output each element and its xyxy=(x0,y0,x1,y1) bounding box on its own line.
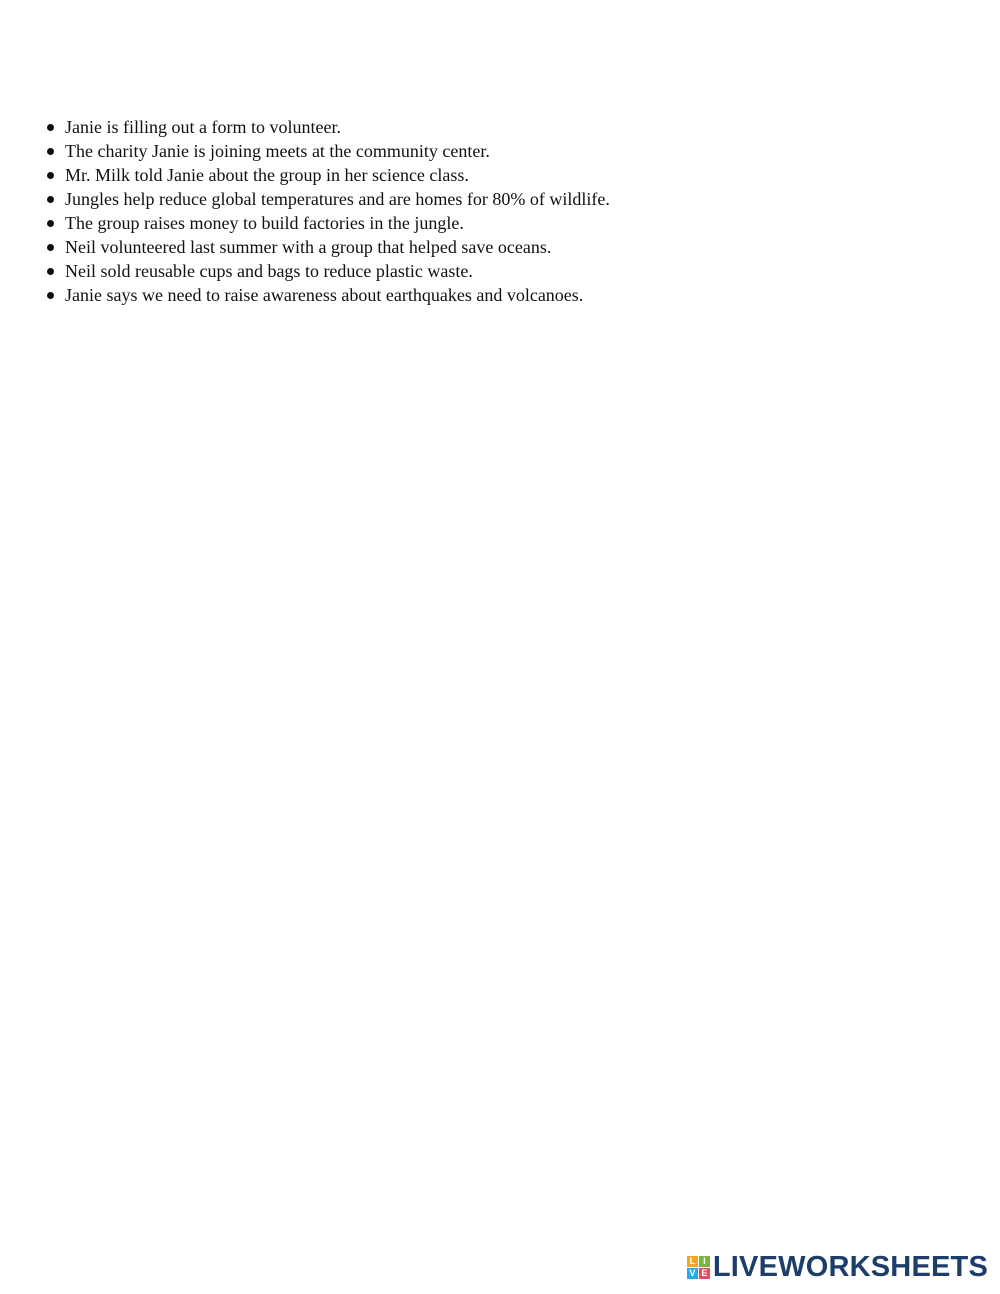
statement-text: Janie is filling out a form to volunteer. xyxy=(65,117,341,137)
liveworksheets-logo-icon xyxy=(687,1256,710,1279)
list-item xyxy=(44,163,610,187)
list-item xyxy=(44,235,610,259)
list-item xyxy=(44,115,610,139)
statement-text: Janie says we need to raise awareness about earthquakes and volcanoes. xyxy=(65,285,584,305)
statement-text: Neil sold reusable cups and bags to reduce plastic waste. xyxy=(65,261,473,281)
list-item xyxy=(44,259,610,283)
bullet-icon xyxy=(47,148,54,155)
statement-text: Mr. Milk told Janie about the group in her science class. xyxy=(65,165,469,185)
bullet-icon xyxy=(47,292,54,299)
logo-letter-i: I xyxy=(699,1256,710,1267)
list-item xyxy=(44,139,610,163)
list-item xyxy=(44,283,610,307)
list-item xyxy=(44,211,610,235)
statement-text: The charity Janie is joining meets at the community center. xyxy=(65,141,490,161)
bullet-icon xyxy=(47,124,54,131)
logo-letter-v: V xyxy=(687,1268,698,1279)
bullet-icon xyxy=(47,220,54,227)
statement-text: Jungles help reduce global temperatures and are homes for 80% of wildlife. xyxy=(65,189,610,209)
logo-letter-e: E xyxy=(699,1268,710,1279)
bullet-icon xyxy=(47,268,54,275)
statement-text: Neil volunteered last summer with a group that helped save oceans. xyxy=(65,237,552,257)
brand-name: LIVEWORKSHEETS xyxy=(712,1251,988,1283)
statement-list xyxy=(44,115,610,307)
list-item xyxy=(44,187,610,211)
bullet-icon xyxy=(47,172,54,179)
liveworksheets-brand xyxy=(687,1253,988,1282)
statement-text: The group raises money to build factories in the jungle. xyxy=(65,213,464,233)
bullet-icon xyxy=(47,244,54,251)
logo-letter-l: L xyxy=(687,1256,698,1267)
bullet-icon xyxy=(47,196,54,203)
